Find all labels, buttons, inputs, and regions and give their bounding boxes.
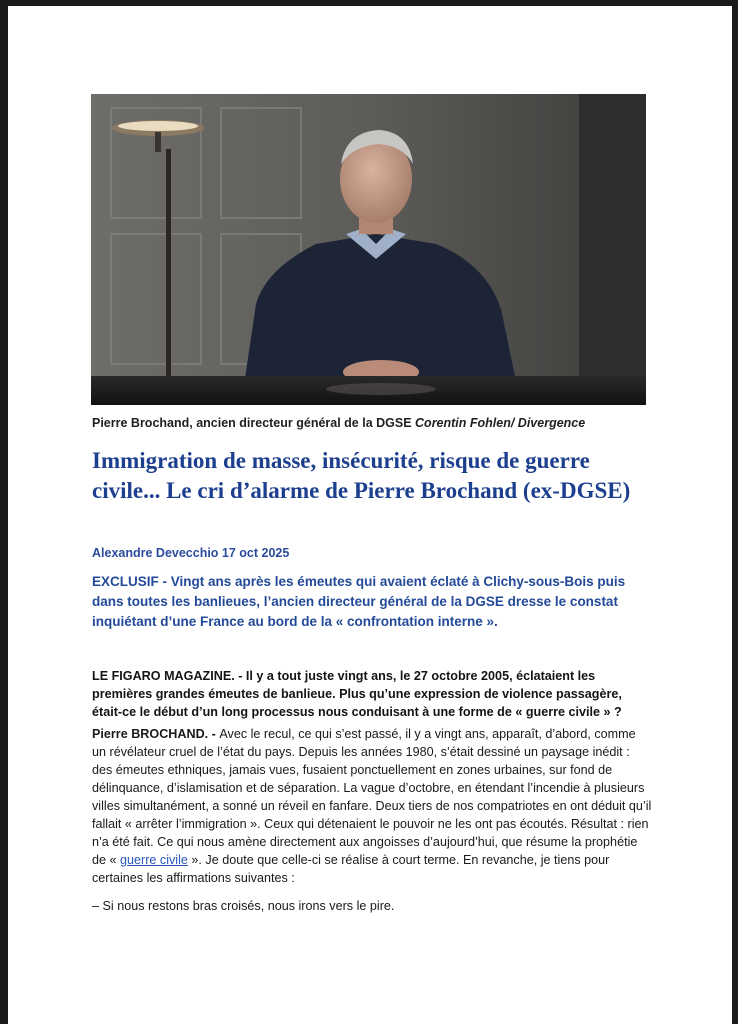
article-page: [8, 6, 732, 1024]
article-photo: [91, 94, 646, 405]
interview-answer: [92, 725, 652, 887]
photo-caption: [92, 416, 652, 430]
portrait-image: [91, 94, 646, 405]
article-headline: Immigration de masse, insécurité, risque de guerre civile... Le cri d’alarme de Pierre Brochand (ex-DGSE): [92, 448, 631, 503]
caption-credit: Corentin Fohlen/ Divergence: [415, 416, 586, 430]
guerre-civile-link[interactable]: guerre civile: [120, 853, 188, 867]
answer-text-part2: ». Je doute que celle-ci se réalise à court terme. En revanche, je tiens pour certaines les affirmations suivantes :: [92, 853, 610, 885]
answer-text-part1: Avec le recul, ce qui s’est passé, il y a vingt ans, apparaît, d’abord, comme un révélateur cruel de l’état du pays. Depuis les années 1980, s’était dessiné un paysage inédit : des émeutes ethniques, jamais vues, fusaient ponctuellement en zones urbaines, sur fond de délinquance, d’islamisation et de séparation. La vague d’octobre, en étendant l’incendie à plusieurs villes simultanément, a sonné un réveil en fanfare. Deux tiers de nos compatriotes en ont déduit qu’il fallait « arrêter l’immigration ». Ceux qui détenaient le pouvoir ne les ont pas écoutés. Résultat : rien n’a été fait. Ce qui nous amène directement aux angoisses d’aujourd’hui, que résume la prophétie de «: [92, 727, 652, 867]
interview-question: LE FIGARO MAGAZINE. - Il y a tout juste vingt ans, le 27 octobre 2005, éclataient les premières grandes émeutes de banlieue. Plus qu’une expression de violence passagère, était-ce le début d’un long processus nous conduisant à une forme de « guerre civile » ?: [92, 669, 622, 719]
byline: Alexandre Devecchio 17 oct 2025: [92, 546, 290, 560]
article-lead: EXCLUSIF - Vingt ans après les émeutes qui avaient éclaté à Clichy-sous-Bois puis dans toutes les banlieues, l’ancien directeur général de la DGSE dresse le constat inquiétant d’une France au bord de la « confrontation interne ».: [92, 574, 626, 629]
list-item: – Si nous restons bras croisés, nous irons vers le pire.: [92, 899, 395, 913]
answer-speaker: Pierre BROCHAND. -: [92, 727, 220, 741]
caption-text: Pierre Brochand, ancien directeur général de la DGSE: [92, 416, 416, 430]
